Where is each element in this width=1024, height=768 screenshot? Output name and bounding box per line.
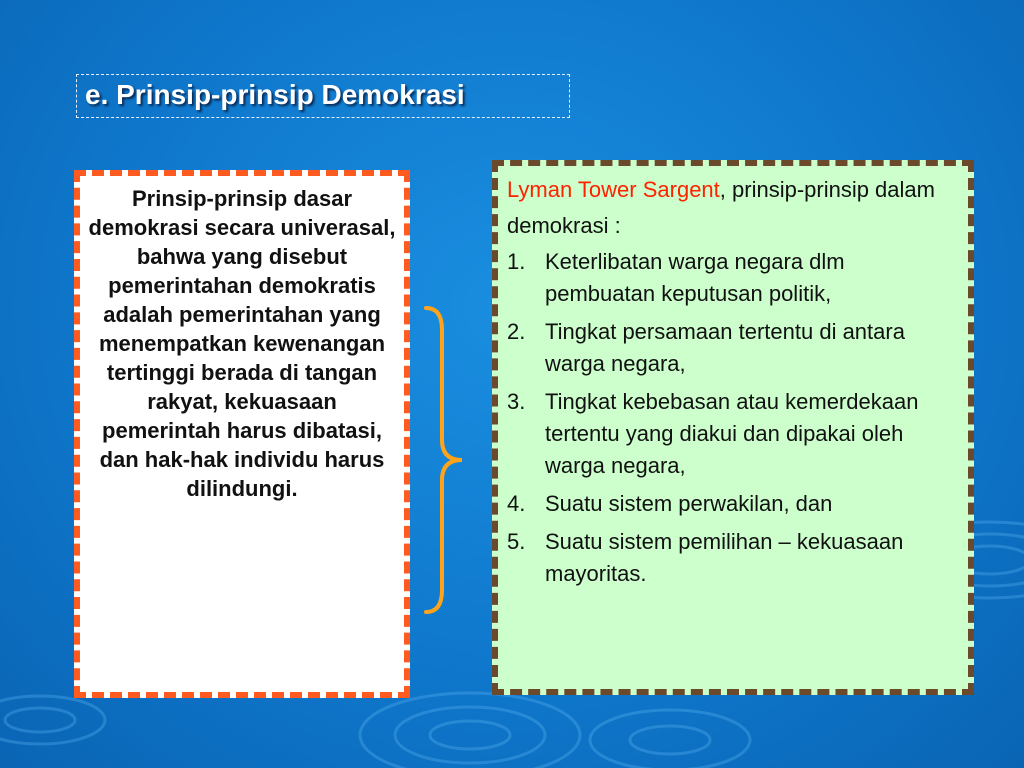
list-item-text: Tingkat kebebasan atau kemerdekaan tertentu yang diakui dan dipakai oleh warga negara, [545, 389, 919, 478]
list-item [507, 246, 960, 310]
list-item-number: 5. [507, 529, 526, 554]
title-frame [76, 74, 570, 118]
right-panel [492, 160, 974, 695]
right-panel-intro [507, 172, 960, 244]
list-item-text: Suatu sistem perwakilan, dan [545, 491, 833, 516]
list-item-text: Suatu sistem pemilihan – kekuasaan mayoritas. [545, 529, 904, 586]
list-item-number: 2. [507, 319, 526, 344]
author-name: Lyman Tower Sargent [507, 177, 720, 202]
list-item [507, 526, 960, 590]
list-item [507, 386, 960, 482]
list-item-number: 4. [507, 491, 526, 516]
list-item-text: Tingkat persamaan tertentu di antara warga negara, [545, 319, 905, 376]
left-panel [74, 170, 410, 698]
left-panel-text: Prinsip-prinsip dasar demokrasi secara univerasal, bahwa yang disebut pemerintahan demokratis adalah pemerintahan yang menempatkan kewenangan tertinggi berada di tangan rakyat, kekuasaan pemerintah harus dibatasi, dan hak-hak individu harus dilindungi. [88, 186, 396, 501]
right-panel-content [507, 172, 960, 596]
list-item-number: 1. [507, 249, 526, 274]
intro-text: , prinsip-prinsip dalam demokrasi : [507, 177, 935, 238]
list-item-text: Keterlibatan warga negara dlm pembuatan keputusan politik, [545, 249, 845, 306]
list-item [507, 316, 960, 380]
principles-list [507, 246, 960, 590]
slide-title: e. Prinsip-prinsip Demokrasi [85, 79, 465, 110]
list-item [507, 488, 960, 520]
list-item-number: 3. [507, 389, 526, 414]
curly-brace-icon [418, 300, 468, 620]
